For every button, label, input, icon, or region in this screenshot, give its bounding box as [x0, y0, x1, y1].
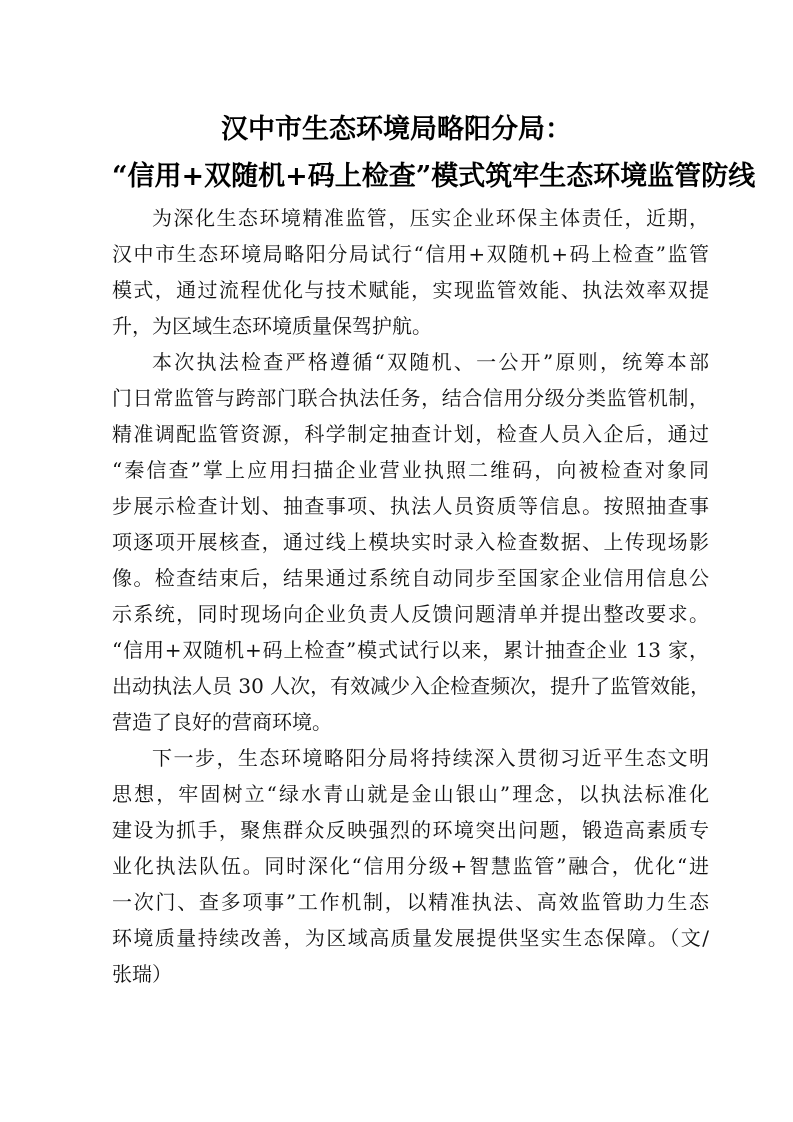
text-line: 张瑞） [112, 962, 172, 986]
text-line: 一次门、查多项事”工作机制，以精准执法、高效监管助力生态 [112, 890, 709, 914]
text-line: “信用+双随机+码上检查”模式试行以来，累计抽查企业 13 家， [112, 638, 709, 662]
text-line: 精准调配监管资源，科学制定抽查计划，检查人员入企后，通过 [112, 422, 709, 446]
text-line: 为深化生态环境精准监管，压实企业环保主体责任，近期， [152, 206, 709, 230]
title-line-2: “信用+双随机+码上检查”模式筑牢生态环境监管防线 [112, 161, 756, 192]
text-line: 模式，通过流程优化与技术赋能，实现监管效能、执法效率双提 [112, 278, 709, 302]
paragraph [112, 740, 709, 992]
text-line: 汉中市生态环境局略阳分局试行“信用+双随机+码上检查”监管 [112, 242, 709, 266]
text-line: 示系统，同时现场向企业负责人反馈问题清单并提出整改要求。 [112, 602, 709, 626]
text-line: 业化执法队伍。同时深化“信用分级+智慧监管”融合，优化“进 [112, 854, 709, 878]
paragraph [112, 200, 709, 344]
text-line: 建设为抓手，聚焦群众反映强烈的环境突出问题，锻造高素质专 [112, 818, 709, 842]
text-line: 项逐项开展核查，通过线上模块实时录入检查数据、上传现场影 [112, 530, 709, 554]
text-line: 环境质量持续改善，为区域高质量发展提供坚实生态保障。（文/ [112, 926, 709, 950]
text-line: 出动执法人员 30 人次，有效减少入企检查频次，提升了监管效能， [112, 674, 711, 698]
text-line: “秦信查”掌上应用扫描企业营业执照二维码，向被检查对象同 [112, 458, 709, 482]
text-line: 下一步，生态环境略阳分局将持续深入贯彻习近平生态文明 [152, 746, 709, 770]
text-line: 门日常监管与跨部门联合执法任务，结合信用分级分类监管机制， [112, 386, 709, 410]
text-line: 升，为区域生态环境质量保驾护航。 [112, 314, 432, 338]
text-line: 本次执法检查严格遵循“双随机、一公开”原则，统筹本部 [152, 350, 709, 374]
text-line: 步展示检查计划、抽查事项、执法人员资质等信息。按照抽查事 [112, 494, 709, 518]
article-body [112, 200, 709, 992]
text-line: 思想，牢固树立“绿水青山就是金山银山”理念，以执法标准化 [112, 782, 709, 806]
paragraph [112, 344, 709, 740]
title-line-1: 汉中市生态环境局略阳分局： [221, 114, 572, 145]
text-line: 营造了良好的营商环境。 [112, 710, 332, 734]
text-line: 像。检查结束后，结果通过系统自动同步至国家企业信用信息公 [112, 566, 709, 590]
